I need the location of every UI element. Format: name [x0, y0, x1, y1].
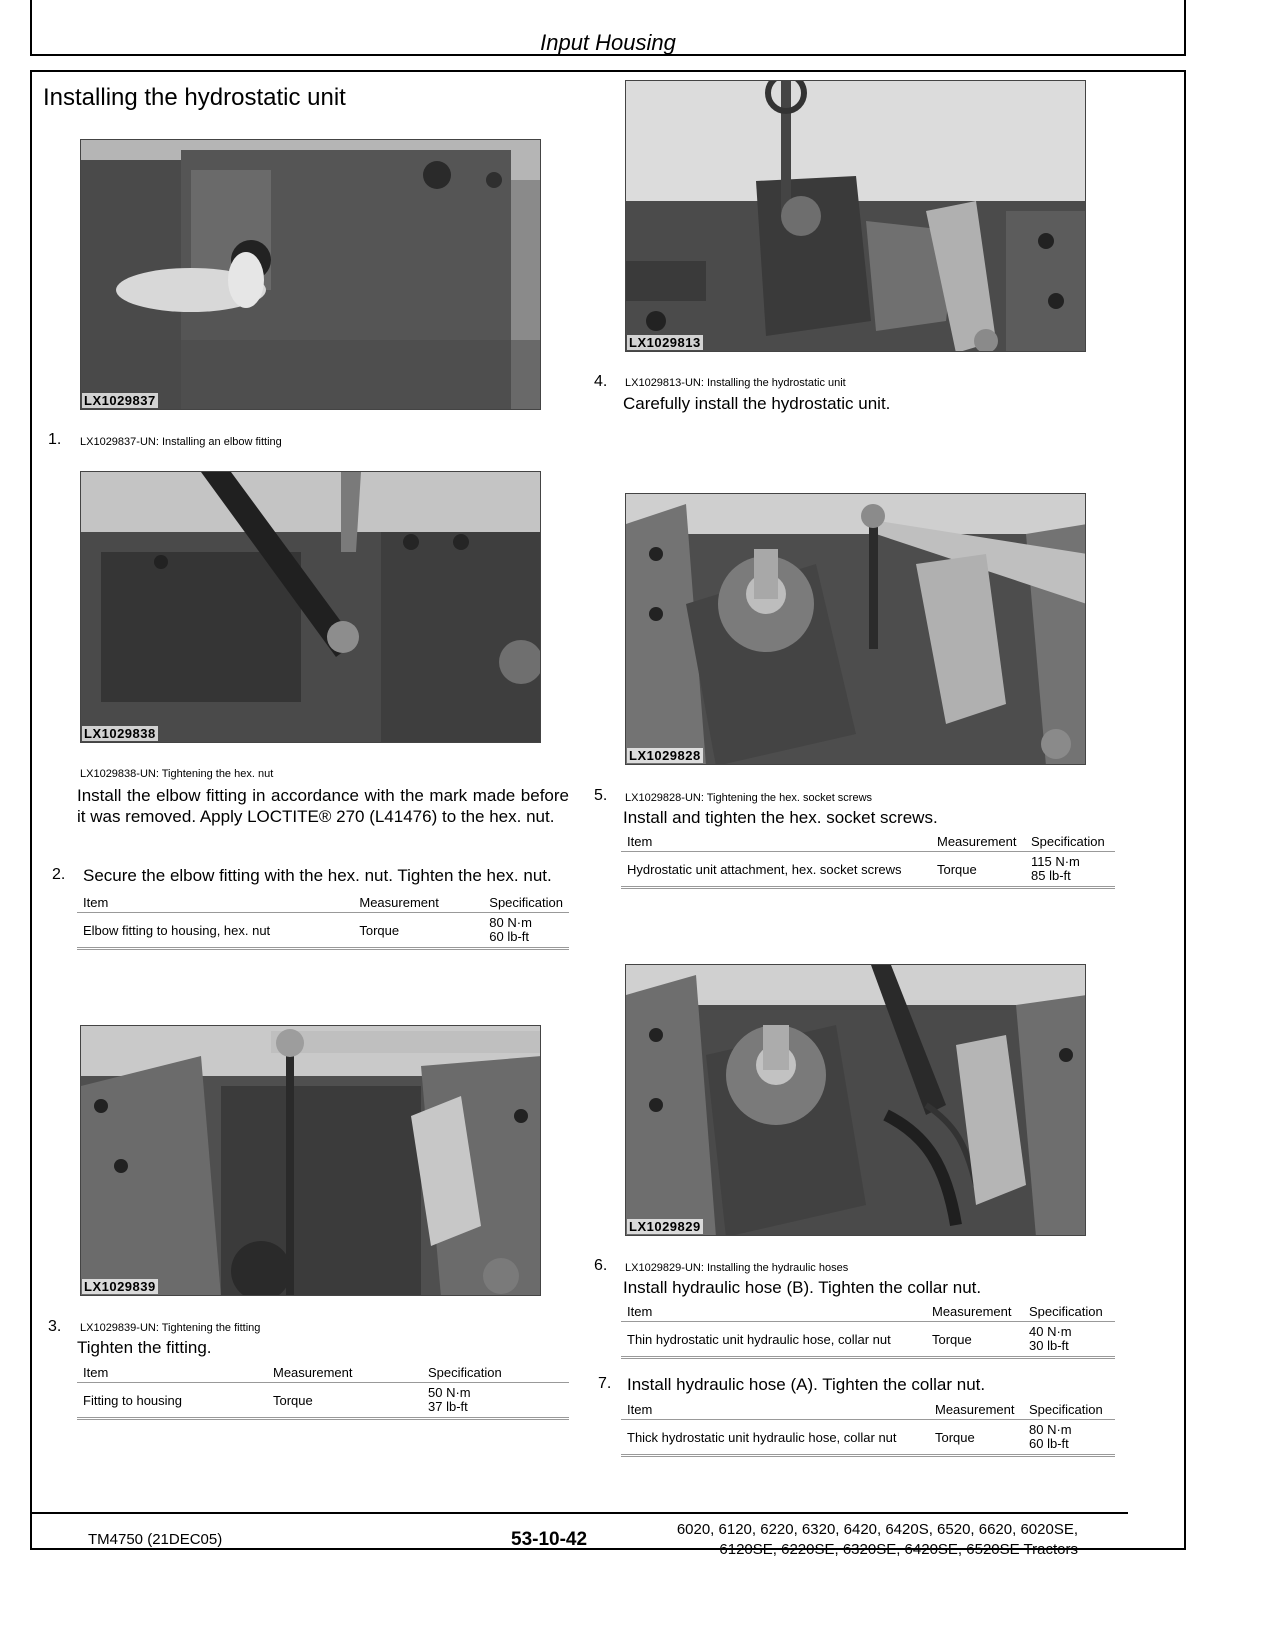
measurement-cell: Torque [931, 852, 1025, 888]
step-instruction: Install and tighten the hex. socket screws. [623, 808, 938, 827]
photo-label: LX1029813 [629, 335, 701, 350]
column-header: Item [621, 1399, 929, 1420]
step-number: 6. [594, 1257, 608, 1274]
step-number: 7. [598, 1375, 612, 1392]
step-instruction: Install hydraulic hose (B). Tighten the collar nut. [623, 1278, 982, 1297]
spec-imperial: 37 lb-ft [428, 1399, 468, 1414]
footer-doc-id: TM4750 (21DEC05) [88, 1531, 223, 1548]
column-header: Item [77, 892, 353, 913]
photo-label: LX1029839 [84, 1279, 156, 1294]
figure-caption: LX1029813-UN: Installing the hydrostatic unit [625, 377, 846, 389]
item-cell: Hydrostatic unit attachment, hex. socket screws [621, 852, 931, 888]
measurement-cell: Torque [926, 1322, 1023, 1358]
item-cell: Thin hydrostatic unit hydraulic hose, collar nut [621, 1322, 926, 1358]
section-title: Installing the hydrostatic unit [43, 84, 346, 111]
column-header: Specification [1023, 1399, 1115, 1420]
spec-imperial: 85 lb-ft [1031, 868, 1071, 883]
item-cell: Elbow fitting to housing, hex. nut [77, 913, 353, 949]
photo-elbow-fitting [80, 139, 541, 410]
footer-rule [30, 1512, 1128, 1514]
step-number: 3. [48, 1318, 62, 1335]
spec-imperial: 30 lb-ft [1029, 1338, 1069, 1353]
spec-metric: 80 N·m [489, 915, 532, 930]
column-header: Measurement [353, 892, 483, 913]
footer-models [648, 1520, 1078, 1560]
measurement-cell: Torque [929, 1420, 1023, 1456]
item-cell: Fitting to housing [77, 1383, 267, 1419]
spec-metric: 80 N·m [1029, 1422, 1072, 1437]
item-cell: Thick hydrostatic unit hydraulic hose, collar nut [621, 1420, 929, 1456]
footer-models-line: 6120SE, 6220SE, 6320SE, 6420SE, 6520SE Tractors [719, 1541, 1078, 1558]
spec-table [621, 1399, 1115, 1457]
figure-caption: LX1029839-UN: Tightening the fitting [80, 1322, 261, 1334]
spec-table [77, 892, 569, 950]
column-header: Specification [422, 1362, 569, 1383]
measurement-cell: Torque [353, 913, 483, 949]
spec-cell [1025, 852, 1115, 888]
table-row [621, 1420, 1115, 1456]
column-header: Measurement [931, 831, 1025, 852]
photo-label: LX1029838 [84, 726, 156, 741]
spec-cell [422, 1383, 569, 1419]
spec-metric: 50 N·m [428, 1385, 471, 1400]
table-row [621, 1322, 1115, 1358]
column-header: Specification [1023, 1301, 1115, 1322]
spec-metric: 40 N·m [1029, 1324, 1072, 1339]
spec-table [77, 1362, 569, 1420]
column-header: Measurement [267, 1362, 422, 1383]
measurement-cell: Torque [267, 1383, 422, 1419]
column-header: Specification [1025, 831, 1115, 852]
figure-caption: LX1029837-UN: Installing an elbow fitting [80, 436, 282, 448]
step-instruction: Carefully install the hydrostatic unit. [623, 394, 891, 413]
spec-cell [1023, 1420, 1115, 1456]
page-header-title: Input Housing [540, 30, 676, 55]
photo-label: LX1029828 [629, 748, 701, 763]
spec-imperial: 60 lb-ft [489, 929, 530, 944]
column-header: Measurement [926, 1301, 1023, 1322]
step-instruction: Install hydraulic hose (A). Tighten the collar nut. [627, 1375, 986, 1394]
spec-table [621, 831, 1115, 889]
step-instruction: Secure the elbow fitting with the hex. nut. Tighten the hex. nut. [83, 866, 552, 885]
column-header: Specification [483, 892, 569, 913]
spec-metric: 115 N·m [1031, 854, 1080, 869]
page-number: 53-10-42 [511, 1529, 588, 1550]
photo-fitting [80, 1025, 541, 1296]
column-header: Item [621, 831, 931, 852]
column-header: Item [77, 1362, 267, 1383]
footer-models-line: 6020, 6120, 6220, 6320, 6420, 6420S, 6520, 6620, 6020SE, [676, 1521, 1078, 1538]
photo-label: LX1029837 [84, 393, 156, 408]
spec-cell [483, 913, 569, 949]
figure-caption: LX1029829-UN: Installing the hydraulic hoses [625, 1262, 849, 1274]
step-number: 2. [52, 866, 66, 883]
step-instruction: Install the elbow fitting in accordance with the mark made before it was removed. Apply LOCTITE® 270 (L41476) to the hex. nut. [77, 786, 569, 826]
photo-hex-nut [80, 471, 541, 743]
column-header: Item [621, 1301, 926, 1322]
step-number: 1. [48, 431, 62, 448]
photo-hex-socket-screws [625, 493, 1086, 765]
figure-caption: LX1029838-UN: Tightening the hex. nut [80, 768, 274, 780]
photo-label: LX1029829 [629, 1219, 701, 1234]
step-number: 4. [594, 373, 608, 390]
figure-caption: LX1029828-UN: Tightening the hex. socket screws [625, 792, 873, 804]
photo-hydraulic-hoses [625, 964, 1086, 1236]
spec-table [621, 1301, 1115, 1359]
step-number: 5. [594, 787, 608, 804]
column-header: Measurement [929, 1399, 1023, 1420]
step-instruction: Tighten the fitting. [77, 1338, 212, 1357]
table-row [621, 852, 1115, 888]
spec-imperial: 60 lb-ft [1029, 1436, 1069, 1451]
spec-cell [1023, 1322, 1115, 1358]
table-row [77, 1383, 569, 1419]
table-row [77, 913, 569, 949]
photo-hydrostatic-unit [625, 80, 1086, 352]
